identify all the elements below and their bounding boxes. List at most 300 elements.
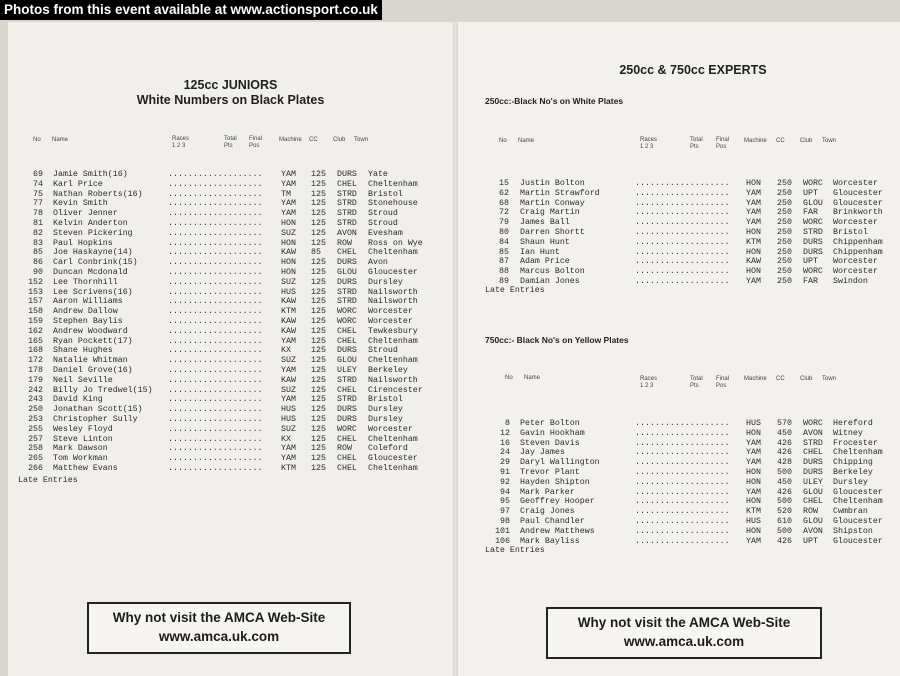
results-placeholder: ................... bbox=[168, 444, 263, 454]
rider-number: 84 bbox=[499, 237, 509, 247]
town: Chipping bbox=[833, 458, 873, 468]
rider-number: 87 bbox=[499, 257, 509, 267]
results-placeholder: ................... bbox=[635, 438, 730, 448]
rider-name: Nathan Roberts(16) bbox=[53, 189, 143, 199]
rider-name: Ryan Pockett(17) bbox=[53, 336, 133, 346]
header-name: Name bbox=[518, 138, 535, 144]
rider-number: 86 bbox=[33, 258, 43, 268]
entry-row bbox=[8, 435, 453, 445]
club: WORC bbox=[337, 307, 357, 317]
entry-row bbox=[8, 444, 453, 454]
rider-number: 257 bbox=[28, 434, 43, 444]
rider-number: 81 bbox=[33, 218, 43, 228]
results-placeholder: ................... bbox=[635, 448, 730, 458]
engine-cc: 428 bbox=[777, 458, 792, 468]
rider-number: 90 bbox=[33, 267, 43, 277]
header-races: Races bbox=[640, 376, 658, 382]
entry-row bbox=[458, 517, 900, 527]
results-placeholder: ................... bbox=[635, 188, 730, 198]
results-placeholder: ................... bbox=[635, 218, 730, 228]
rider-number: 159 bbox=[28, 316, 43, 326]
town: Stroud bbox=[368, 218, 398, 228]
machine: HON bbox=[746, 477, 761, 487]
machine: YAM bbox=[281, 336, 296, 346]
results-placeholder: ................... bbox=[168, 277, 263, 287]
rider-number: 80 bbox=[499, 227, 509, 237]
town: Tewkesbury bbox=[368, 326, 418, 336]
header-cc: CC bbox=[776, 138, 785, 144]
engine-cc: 125 bbox=[311, 414, 326, 424]
rider-name: David King bbox=[53, 395, 103, 405]
results-placeholder: ................... bbox=[635, 276, 730, 286]
results-placeholder: ................... bbox=[635, 516, 730, 526]
rider-number: 83 bbox=[33, 238, 43, 248]
town: Worcester bbox=[368, 307, 413, 317]
machine: HON bbox=[746, 227, 761, 237]
machine: SUZ bbox=[281, 277, 296, 287]
entry-row bbox=[458, 527, 900, 537]
club: UPT bbox=[803, 257, 818, 267]
engine-cc: 125 bbox=[311, 336, 326, 346]
engine-cc: 250 bbox=[777, 188, 792, 198]
entry-row bbox=[8, 415, 453, 425]
town: Gloucester bbox=[833, 487, 883, 497]
rider-name: Karl Price bbox=[53, 179, 103, 189]
engine-cc: 426 bbox=[777, 448, 792, 458]
header-club: Club bbox=[333, 137, 346, 143]
entry-row bbox=[8, 366, 453, 376]
club: DURS bbox=[337, 346, 357, 356]
entry-row bbox=[8, 248, 453, 258]
results-placeholder: ................... bbox=[168, 346, 263, 356]
rider-name: Adam Price bbox=[520, 257, 570, 267]
entry-row bbox=[458, 439, 900, 449]
rider-number: 74 bbox=[33, 179, 43, 189]
club: WORC bbox=[803, 267, 823, 277]
rider-name: Shane Hughes bbox=[53, 346, 113, 356]
results-placeholder: ................... bbox=[168, 356, 263, 366]
machine: HON bbox=[746, 428, 761, 438]
machine: HUS bbox=[281, 414, 296, 424]
machine: KTM bbox=[281, 463, 296, 473]
rider-name: Steve Linton bbox=[53, 434, 113, 444]
machine: SUZ bbox=[281, 385, 296, 395]
results-placeholder: ................... bbox=[168, 395, 263, 405]
entry-row bbox=[458, 507, 900, 517]
results-placeholder: ................... bbox=[168, 326, 263, 336]
entry-row bbox=[458, 189, 900, 199]
rider-number: 91 bbox=[500, 467, 510, 477]
machine: YAM bbox=[746, 276, 761, 286]
club: DURS bbox=[803, 237, 823, 247]
engine-cc: 500 bbox=[777, 497, 792, 507]
club: WORC bbox=[337, 424, 357, 434]
results-placeholder: ................... bbox=[168, 375, 263, 385]
machine: HON bbox=[746, 526, 761, 536]
town: Shipston bbox=[833, 526, 873, 536]
rider-number: 157 bbox=[28, 297, 43, 307]
rider-name: Aaron Williams bbox=[53, 297, 123, 307]
machine: YAM bbox=[746, 458, 761, 468]
right-page bbox=[458, 22, 900, 676]
machine: YAM bbox=[746, 208, 761, 218]
entry-row bbox=[8, 317, 453, 327]
machine: KX bbox=[281, 434, 291, 444]
header-races-nums: 1 2 3 bbox=[640, 144, 654, 150]
rider-number: 95 bbox=[500, 497, 510, 507]
machine: HON bbox=[746, 497, 761, 507]
results-placeholder: ................... bbox=[635, 237, 730, 247]
club: CHEL bbox=[337, 248, 357, 258]
results-placeholder: ................... bbox=[168, 307, 263, 317]
watermark-banner: Photos from this event available at www.actionsport.co.uk bbox=[0, 0, 382, 20]
rider-number: 172 bbox=[28, 356, 43, 366]
header-pos: Pos bbox=[716, 383, 727, 389]
town: Stonehouse bbox=[368, 199, 418, 209]
club: STRD bbox=[337, 209, 357, 219]
rider-number: 85 bbox=[499, 247, 509, 257]
rider-name: Martin Conway bbox=[520, 198, 585, 208]
entry-row bbox=[458, 267, 900, 277]
club: STRD bbox=[337, 375, 357, 385]
machine: TM bbox=[281, 189, 291, 199]
webbox-url[interactable]: www.amca.uk.com bbox=[158, 629, 280, 644]
rider-name: Shaun Hunt bbox=[520, 237, 570, 247]
rider-number: 242 bbox=[28, 385, 43, 395]
header-machine: Machine bbox=[744, 376, 767, 382]
machine: YAM bbox=[746, 438, 761, 448]
engine-cc: 250 bbox=[777, 257, 792, 267]
rider-name: Duncan Mcdonald bbox=[53, 267, 128, 277]
machine: YAM bbox=[281, 170, 296, 179]
club: ROW bbox=[803, 507, 818, 517]
juniors-late-entries: Late Entries bbox=[18, 476, 78, 485]
header-final: Final bbox=[249, 136, 263, 142]
header-town: Town bbox=[822, 138, 837, 144]
amca-website-box-left bbox=[87, 602, 351, 654]
town: Dursley bbox=[368, 405, 403, 415]
club: WORC bbox=[337, 316, 357, 326]
machine: KAW bbox=[746, 257, 761, 267]
header-club: Club bbox=[800, 376, 813, 382]
rider-name: James Ball bbox=[520, 218, 570, 228]
engine-cc: 250 bbox=[777, 276, 792, 286]
town: Brinkworth bbox=[833, 208, 883, 218]
town: Nailsworth bbox=[368, 375, 418, 385]
club: STRD bbox=[803, 438, 823, 448]
town: Nailsworth bbox=[368, 297, 418, 307]
results-placeholder: ................... bbox=[168, 228, 263, 238]
engine-cc: 125 bbox=[311, 356, 326, 366]
results-placeholder: ................... bbox=[168, 405, 263, 415]
rider-number: 29 bbox=[500, 458, 510, 468]
rider-number: 72 bbox=[499, 208, 509, 218]
results-placeholder: ................... bbox=[168, 258, 263, 268]
club: DURS bbox=[337, 258, 357, 268]
rider-name: Hayden Shipton bbox=[520, 477, 590, 487]
webbox-line1: Why not visit the AMCA Web-Site bbox=[577, 615, 791, 630]
entry-row bbox=[8, 337, 453, 347]
rider-number: 68 bbox=[499, 198, 509, 208]
header-no: No bbox=[505, 375, 513, 381]
rider-number: 178 bbox=[28, 365, 43, 375]
town: Dursley bbox=[368, 277, 403, 287]
club: UPT bbox=[803, 536, 818, 546]
machine: KTM bbox=[281, 307, 296, 317]
rider-name: Craig Jones bbox=[520, 507, 575, 517]
results-placeholder: ................... bbox=[168, 463, 263, 473]
results-placeholder: ................... bbox=[168, 287, 263, 297]
machine: KTM bbox=[746, 237, 761, 247]
club: AVON bbox=[803, 428, 823, 438]
town: Chippenham bbox=[833, 247, 883, 257]
entry-row bbox=[8, 386, 453, 396]
club: STRD bbox=[337, 395, 357, 405]
rider-name: Oliver Jenner bbox=[53, 209, 118, 219]
machine: KTM bbox=[746, 507, 761, 517]
town: Cheltenham bbox=[833, 448, 883, 458]
town: Worcester bbox=[833, 267, 878, 277]
engine-cc: 570 bbox=[777, 419, 792, 428]
town: Gloucester bbox=[368, 454, 418, 464]
town: Hereford bbox=[833, 419, 873, 428]
engine-cc: 125 bbox=[311, 316, 326, 326]
machine: KAW bbox=[281, 316, 296, 326]
header-total: Total bbox=[224, 136, 237, 142]
town: Cirencester bbox=[368, 385, 423, 395]
header-no: No bbox=[33, 137, 41, 143]
webbox-url[interactable]: www.amca.uk.com bbox=[623, 634, 745, 649]
entry-row bbox=[8, 278, 453, 288]
machine: YAM bbox=[746, 188, 761, 198]
entry-row bbox=[8, 327, 453, 337]
machine: YAM bbox=[746, 536, 761, 546]
results-placeholder: ................... bbox=[168, 218, 263, 228]
rider-name: Billy Jo Tredwel(15) bbox=[53, 385, 153, 395]
town: Yate bbox=[368, 170, 388, 179]
results-placeholder: ................... bbox=[635, 247, 730, 257]
rider-number: 162 bbox=[28, 326, 43, 336]
rider-name: Geoffrey Hooper bbox=[520, 497, 595, 507]
club: CHEL bbox=[337, 326, 357, 336]
entry-row bbox=[8, 209, 453, 219]
rider-name: Steven Pickering bbox=[53, 228, 133, 238]
rider-number: 158 bbox=[28, 307, 43, 317]
header-total: Total bbox=[690, 376, 703, 382]
engine-cc: 125 bbox=[311, 326, 326, 336]
town: Berkeley bbox=[368, 365, 408, 375]
engine-cc: 520 bbox=[777, 507, 792, 517]
engine-cc: 125 bbox=[311, 170, 326, 179]
entry-row bbox=[8, 454, 453, 464]
town: Gloucester bbox=[833, 536, 883, 546]
engine-cc: 125 bbox=[311, 238, 326, 248]
rider-number: 62 bbox=[499, 188, 509, 198]
section-750-entry-list bbox=[458, 419, 900, 546]
results-placeholder: ................... bbox=[635, 458, 730, 468]
rider-number: 258 bbox=[28, 444, 43, 454]
engine-cc: 426 bbox=[777, 536, 792, 546]
club: STRD bbox=[337, 189, 357, 199]
rider-name: Steven Davis bbox=[520, 438, 580, 448]
results-placeholder: ................... bbox=[635, 507, 730, 517]
results-placeholder: ................... bbox=[168, 199, 263, 209]
machine: KAW bbox=[281, 326, 296, 336]
machine: YAM bbox=[281, 209, 296, 219]
rider-number: 75 bbox=[33, 189, 43, 199]
engine-cc: 250 bbox=[777, 247, 792, 257]
engine-cc: 125 bbox=[311, 444, 326, 454]
club: WORC bbox=[803, 218, 823, 228]
entry-row bbox=[458, 468, 900, 478]
engine-cc: 125 bbox=[311, 209, 326, 219]
town: Cheltenham bbox=[368, 179, 418, 189]
club: ULEY bbox=[337, 365, 357, 375]
machine: KAW bbox=[281, 375, 296, 385]
entry-row bbox=[8, 229, 453, 239]
entry-row bbox=[8, 268, 453, 278]
rider-number: 101 bbox=[495, 526, 510, 536]
town: Chippenham bbox=[833, 237, 883, 247]
results-placeholder: ................... bbox=[635, 198, 730, 208]
webbox-line1: Why not visit the AMCA Web-Site bbox=[112, 610, 326, 625]
entry-row bbox=[458, 419, 900, 429]
header-pos: Pos bbox=[716, 144, 727, 150]
engine-cc: 125 bbox=[311, 375, 326, 385]
entry-row bbox=[8, 356, 453, 366]
header-pts: Pts bbox=[224, 143, 233, 149]
header-pts: Pts bbox=[690, 383, 699, 389]
entry-row bbox=[458, 257, 900, 267]
club: STRD bbox=[803, 227, 823, 237]
rider-number: 88 bbox=[499, 267, 509, 277]
rider-name: Jonathan Scott(15) bbox=[53, 405, 143, 415]
entry-row bbox=[8, 190, 453, 200]
entry-row bbox=[458, 488, 900, 498]
club: CHEL bbox=[337, 434, 357, 444]
rider-number: 78 bbox=[33, 209, 43, 219]
entry-row bbox=[8, 405, 453, 415]
machine: HUS bbox=[746, 516, 761, 526]
club: DURS bbox=[337, 414, 357, 424]
machine: HON bbox=[281, 238, 296, 248]
club: AVON bbox=[803, 526, 823, 536]
town: Cheltenham bbox=[833, 497, 883, 507]
header-town: Town bbox=[354, 137, 369, 143]
rider-name: Paul Hopkins bbox=[53, 238, 113, 248]
rider-name: Daryl Wallington bbox=[520, 458, 600, 468]
engine-cc: 125 bbox=[311, 258, 326, 268]
results-placeholder: ................... bbox=[635, 467, 730, 477]
rider-name: Stephen Baylis bbox=[53, 316, 123, 326]
engine-cc: 610 bbox=[777, 516, 792, 526]
engine-cc: 500 bbox=[777, 467, 792, 477]
machine: HON bbox=[281, 258, 296, 268]
results-placeholder: ................... bbox=[168, 424, 263, 434]
rider-name: Mark Parker bbox=[520, 487, 575, 497]
rider-number: 250 bbox=[28, 405, 43, 415]
rider-number: 179 bbox=[28, 375, 43, 385]
machine: YAM bbox=[746, 448, 761, 458]
engine-cc: 450 bbox=[777, 428, 792, 438]
club: CHEL bbox=[337, 336, 357, 346]
engine-cc: 426 bbox=[777, 487, 792, 497]
header-races: Races bbox=[172, 136, 190, 142]
rider-number: 79 bbox=[499, 218, 509, 228]
rider-name: Andrew Matthews bbox=[520, 526, 595, 536]
town: Avon bbox=[368, 258, 388, 268]
rider-name: Paul Chandler bbox=[520, 516, 585, 526]
town: Gloucester bbox=[833, 188, 883, 198]
results-placeholder: ................... bbox=[635, 179, 730, 188]
rider-number: 265 bbox=[28, 454, 43, 464]
club: STRD bbox=[337, 199, 357, 209]
results-placeholder: ................... bbox=[635, 227, 730, 237]
club: CHEL bbox=[337, 454, 357, 464]
entry-row bbox=[458, 238, 900, 248]
results-placeholder: ................... bbox=[168, 454, 263, 464]
rider-name: Damian Jones bbox=[520, 276, 580, 286]
rider-name: Andrew Woodward bbox=[53, 326, 128, 336]
town: Bristol bbox=[368, 189, 403, 199]
engine-cc: 125 bbox=[311, 307, 326, 317]
club: STRD bbox=[337, 287, 357, 297]
town: Swindon bbox=[833, 276, 868, 286]
header-cc: CC bbox=[776, 376, 785, 382]
town: Dursley bbox=[368, 414, 403, 424]
engine-cc: 250 bbox=[777, 267, 792, 277]
machine: YAM bbox=[746, 218, 761, 228]
engine-cc: 500 bbox=[777, 526, 792, 536]
engine-cc: 125 bbox=[311, 424, 326, 434]
club: ULEY bbox=[803, 477, 823, 487]
results-placeholder: ................... bbox=[168, 434, 263, 444]
header-no: No bbox=[499, 138, 507, 144]
town: Stroud bbox=[368, 209, 398, 219]
rider-number: 168 bbox=[28, 346, 43, 356]
entry-row bbox=[458, 179, 900, 189]
machine: KAW bbox=[281, 248, 296, 258]
town: Cheltenham bbox=[368, 356, 418, 366]
engine-cc: 250 bbox=[777, 237, 792, 247]
rider-number: 85 bbox=[33, 248, 43, 258]
results-placeholder: ................... bbox=[635, 497, 730, 507]
results-placeholder: ................... bbox=[635, 257, 730, 267]
club: WORC bbox=[803, 419, 823, 428]
entry-row bbox=[8, 239, 453, 249]
rider-number: 98 bbox=[500, 516, 510, 526]
rider-name: Marcus Bolton bbox=[520, 267, 585, 277]
rider-number: 165 bbox=[28, 336, 43, 346]
machine: YAM bbox=[281, 395, 296, 405]
rider-name: Mark Bayliss bbox=[520, 536, 580, 546]
club: GLOU bbox=[803, 198, 823, 208]
engine-cc: 250 bbox=[777, 227, 792, 237]
rider-name: Peter Bolton bbox=[520, 419, 580, 428]
entry-row bbox=[458, 218, 900, 228]
juniors-entry-list bbox=[8, 170, 453, 474]
club: ROW bbox=[337, 238, 352, 248]
header-races-nums: 1 2 3 bbox=[172, 143, 186, 149]
rider-name: Neil Seville bbox=[53, 375, 113, 385]
machine: YAM bbox=[281, 179, 296, 189]
club: ROW bbox=[337, 444, 352, 454]
entry-row bbox=[458, 497, 900, 507]
entry-row bbox=[458, 537, 900, 547]
rider-name: Wesley Floyd bbox=[53, 424, 113, 434]
engine-cc: 250 bbox=[777, 179, 792, 188]
entry-row bbox=[8, 297, 453, 307]
